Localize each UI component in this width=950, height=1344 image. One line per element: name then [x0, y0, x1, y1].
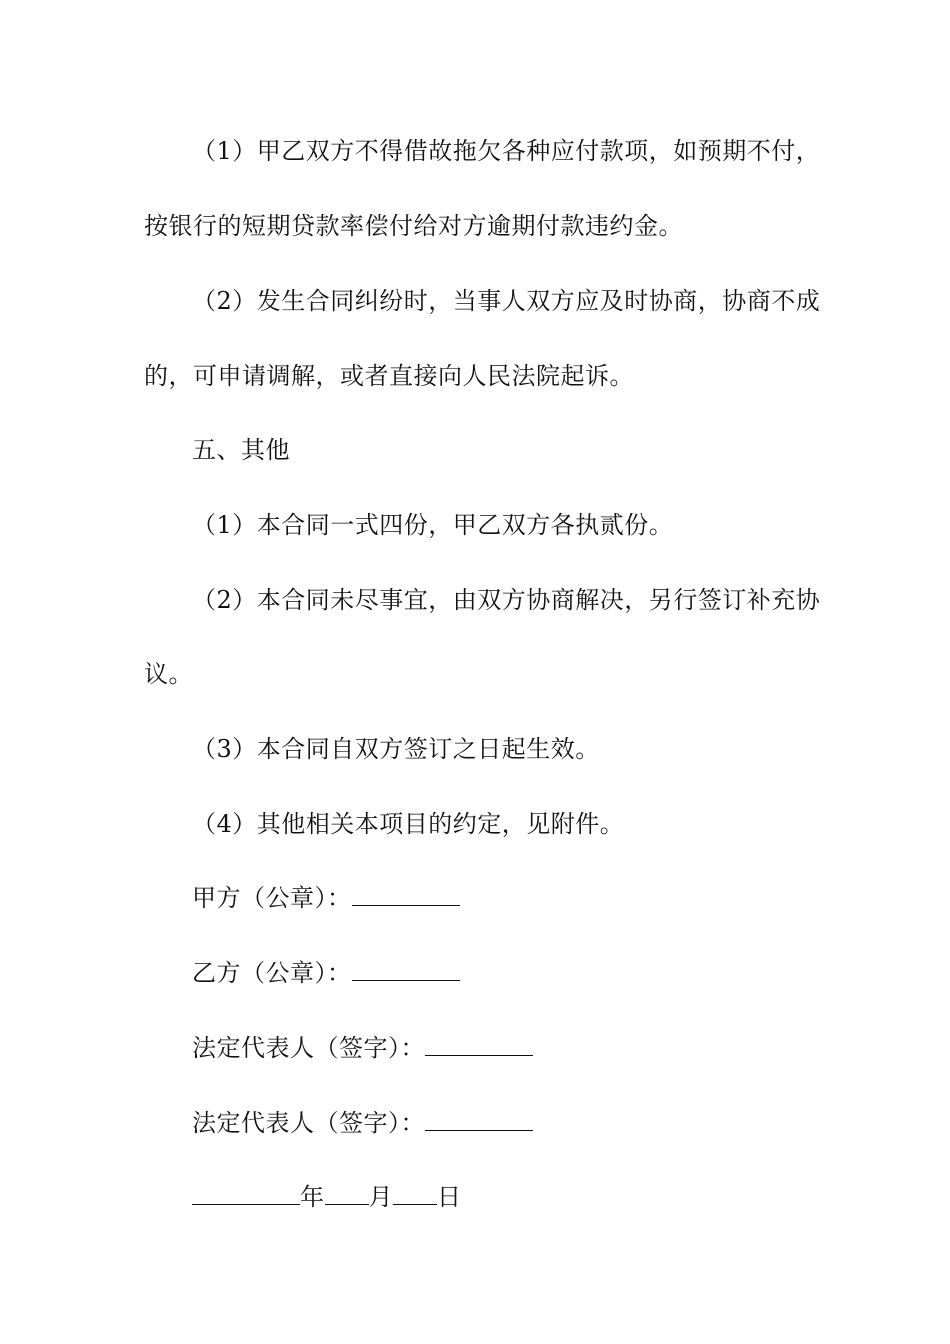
clause-5-3: （3）本合同自双方签订之日起生效。	[192, 735, 600, 763]
party-a-seal-blank[interactable]	[352, 883, 460, 906]
clause-4-1-line-1: （1）甲乙双方不得借故拖欠各种应付款项，如预期不付，	[192, 137, 821, 165]
year-blank[interactable]	[192, 1182, 300, 1205]
month-blank[interactable]	[325, 1182, 369, 1205]
month-label: 月	[368, 1183, 393, 1211]
clause-4-1-line-2: 按银行的短期贷款率偿付给对方逾期付款违约金。	[144, 212, 683, 240]
section-5-heading: 五、其他	[192, 436, 290, 464]
legal-rep-1-signature-blank[interactable]	[425, 1033, 533, 1056]
legal-rep-2-label: 法定代表人（签字）：	[192, 1109, 425, 1137]
year-label: 年	[300, 1183, 325, 1211]
party-b-label: 乙方（公章）：	[192, 959, 352, 987]
clause-5-4: （4）其他相关本项目的约定，见附件。	[192, 810, 625, 838]
day-blank[interactable]	[393, 1182, 437, 1205]
party-a-label: 甲方（公章）：	[192, 884, 352, 912]
legal-rep-1-label: 法定代表人（签字）：	[192, 1034, 425, 1062]
clause-5-2-line-2: 议。	[144, 660, 193, 688]
legal-rep-1-signature-row	[192, 1033, 533, 1063]
legal-rep-2-signature-row	[192, 1108, 533, 1138]
clause-5-1: （1）本合同一式四份，甲乙双方各执贰份。	[192, 511, 674, 539]
clause-4-2-line-2: 的，可申请调解，或者直接向人民法院起诉。	[144, 362, 634, 390]
clause-5-2-line-1: （2）本合同未尽事宜，由双方协商解决，另行签订补充协	[192, 586, 821, 614]
day-label: 日	[437, 1183, 462, 1211]
party-b-seal-blank[interactable]	[352, 958, 460, 981]
clause-4-2-line-1: （2）发生合同纠纷时，当事人双方应及时协商，协商不成	[192, 287, 821, 315]
legal-rep-2-signature-blank[interactable]	[425, 1108, 533, 1131]
date-row	[192, 1182, 462, 1212]
party-a-signature-row	[192, 883, 460, 913]
party-b-signature-row	[192, 958, 460, 988]
